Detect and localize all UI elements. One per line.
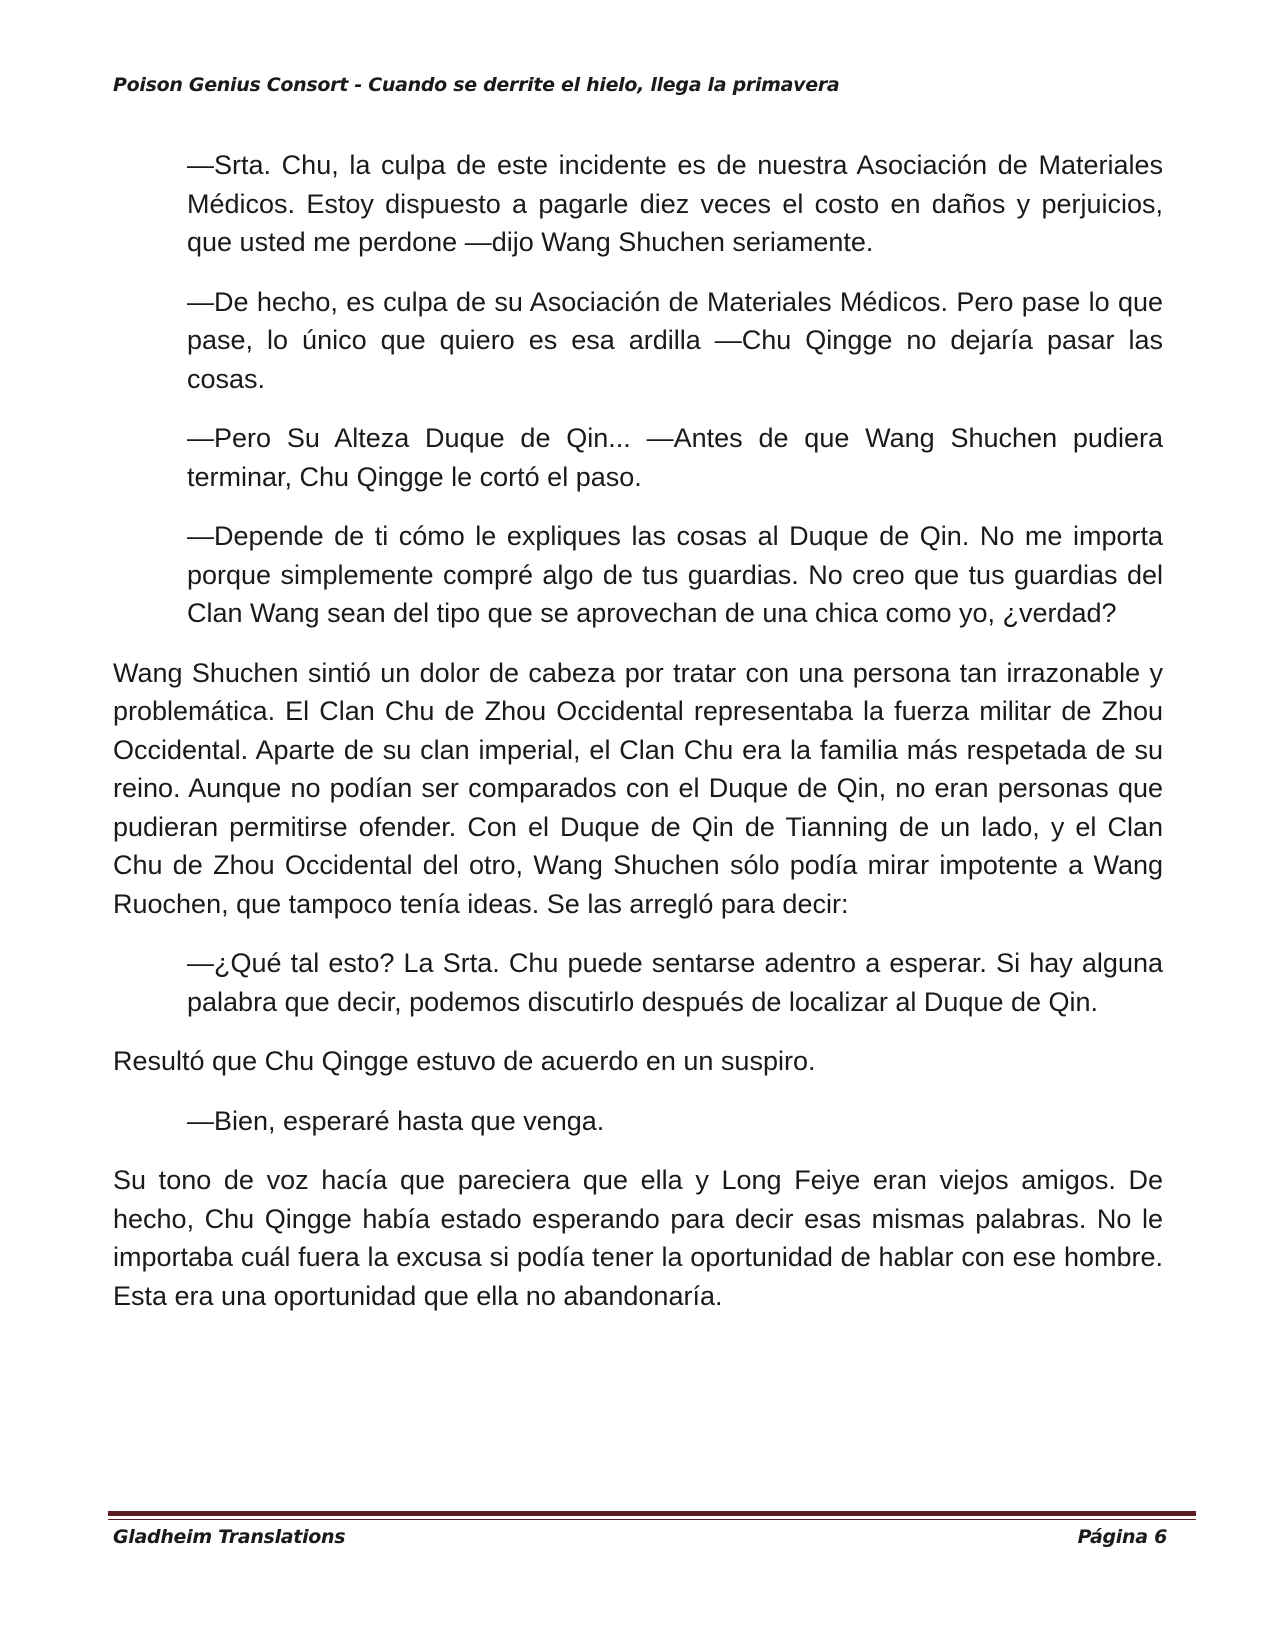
paragraph-dialogue-4: —Depende de ti cómo le expliques las cosas al Duque de Qin. No me importa porque simplemente compré algo de tus guardias. No creo que tus guardias del Clan Wang sean del tipo que se aprovechan de una chica como yo, ¿verdad? (187, 521, 1163, 628)
footer-page-number: Página 6 (1077, 1526, 1167, 1548)
paragraph-narration-1: Wang Shuchen sintió un dolor de cabeza por tratar con una persona tan irrazonable y problemática. El Clan Chu de Zhou Occidental representaba la fuerza militar de Zhou Occidental. Aparte de su clan imperial, el Clan Chu era la familia más respetada de su reino. Aunque no podían ser comparados con el Duque de Qin, no eran personas que pudieran permitirse ofender. Con el Duque de Qin de Tianning de un lado, y el Clan Chu de Zhou Occidental del otro, Wang Shuchen sólo podía mirar impotente a Wang Ruochen, que tampoco tenía ideas. Se las arregló para decir: (113, 657, 1163, 919)
paragraph-dialogue-6: —Bien, esperaré hasta que venga. (187, 1105, 605, 1136)
footer-divider-thin (108, 1519, 1196, 1520)
paragraph-dialogue-5: —¿Qué tal esto? La Srta. Chu puede sentarse adentro a esperar. Si hay alguna palabra que decir, podemos discutirlo después de localizar al Duque de Qin. (187, 948, 1163, 1017)
footer-divider-thick (108, 1511, 1196, 1516)
paragraph-narration-3: Su tono de voz hacía que pareciera que ella y Long Feiye eran viejos amigos. De hecho, Chu Qingge había estado esperando para decir esas mismas palabras. No le importaba cuál fuera la excusa si podía tener la oportunidad de hablar con ese hombre. Esta era una oportunidad que ella no abandonaría. (113, 1165, 1163, 1311)
paragraph-narration-2: Resultó que Chu Qingge estuvo de acuerdo en un suspiro. (113, 1046, 816, 1076)
page-header-title: Poison Genius Consort - Cuando se derrite el hielo, llega la primavera (113, 74, 840, 96)
paragraph-dialogue-1: —Srta. Chu, la culpa de este incidente es de nuestra Asociación de Materiales Médicos. Estoy dispuesto a pagarle diez veces el costo en daños y perjuicios, que usted me perdone —dijo Wang Shuchen seriamente. (187, 150, 1163, 257)
paragraph-dialogue-3: —Pero Su Alteza Duque de Qin... —Antes de que Wang Shuchen pudiera terminar, Chu Qingge le cortó el paso. (187, 423, 1163, 492)
footer-translator-credit: Gladheim Translations (113, 1526, 346, 1548)
paragraph-dialogue-2: —De hecho, es culpa de su Asociación de Materiales Médicos. Pero pase lo que pase, lo único que quiero es esa ardilla —Chu Qingge no dejaría pasar las cosas. (187, 286, 1163, 394)
document-body (113, 146, 1163, 1336)
